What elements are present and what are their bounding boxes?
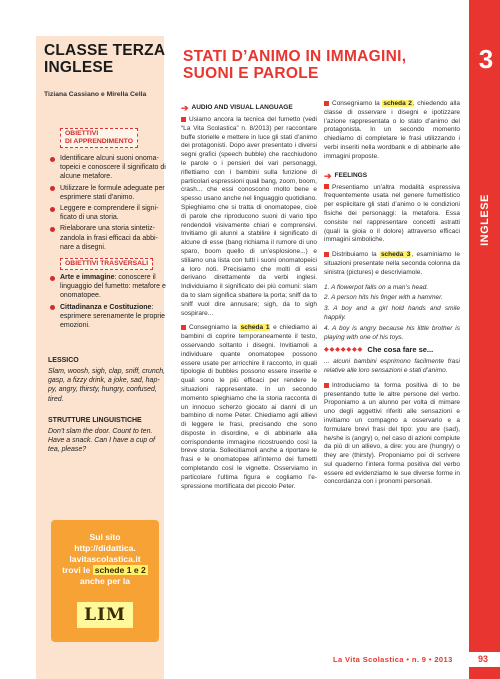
bullet-square-icon bbox=[324, 184, 329, 189]
list-item bbox=[50, 303, 168, 331]
list-item: Identificare alcuni suoni onomatopeici e conoscere il significato di alcune metafore. bbox=[50, 154, 168, 182]
paragraph-text: , chiedendo alla classe di osservare i disegni e ipotizzare l’azione rappresentata o lo stato d’animo del protagonista. In un secondo momento chiediamo di completare le frasi utilizzando i verbi inseriti nella wordbank e di abbinarle alle immagini proposte. bbox=[324, 100, 460, 160]
class-title-line: CLASSE TERZA bbox=[44, 42, 166, 59]
example-sentence: 2. A person hits his finger with a hammer. bbox=[324, 294, 443, 302]
text-column-1 bbox=[181, 104, 317, 497]
paragraph bbox=[324, 184, 460, 246]
list-item: Utilizzare le formule adeguate per esprimere stati d’animo. bbox=[50, 184, 168, 202]
worksheet-highlight: scheda 2 bbox=[383, 100, 412, 107]
list-item-text: : conoscere il linguaggio del fumetto: metafore e onomatopee. bbox=[60, 274, 166, 300]
paragraph bbox=[181, 116, 317, 318]
objectives-list bbox=[50, 154, 168, 254]
promo-line bbox=[57, 565, 153, 576]
list-item bbox=[50, 273, 168, 301]
paragraph-text: Distribuiamo la bbox=[332, 251, 380, 259]
list-item: Rielaborare una storia sintetizzandola in frasi efficaci da abbinare a disegni. bbox=[50, 224, 168, 252]
footer-magazine: La Vita Scolastica • n. 9 • 2013 bbox=[333, 655, 453, 664]
page-number: 93 bbox=[466, 652, 500, 667]
bullet-square-icon bbox=[181, 325, 186, 330]
side-subject-text: INGLESE bbox=[479, 194, 491, 246]
lexicon-heading: LESSICO bbox=[48, 357, 79, 364]
structures-heading: STRUTTURE LINGUISTICHE bbox=[48, 417, 142, 424]
paragraph bbox=[324, 382, 460, 488]
bullet-square-icon bbox=[324, 101, 329, 106]
promo-line-pre: trovi le bbox=[62, 565, 93, 575]
promo-highlight: schede 1 e 2 bbox=[94, 565, 146, 575]
promo-link-line[interactable]: http://didattica. bbox=[74, 543, 136, 553]
promo-link-line[interactable]: lavitascolastica.it bbox=[69, 554, 141, 564]
worksheet-highlight: scheda 3 bbox=[380, 251, 411, 259]
arrow-right-icon: ➔ bbox=[181, 103, 189, 113]
list-item-bold: Arte e immagine bbox=[60, 274, 115, 281]
issue-number: 3 bbox=[478, 44, 494, 74]
paragraph-text: Consegniamo la bbox=[332, 100, 383, 107]
transversal-list bbox=[50, 273, 168, 332]
objectives-label-line1: OBIETTIVI bbox=[65, 130, 99, 137]
worksheet-highlight: scheda 1 bbox=[240, 324, 270, 332]
arrow-right-icon: ➔ bbox=[324, 170, 332, 181]
bullet-square-icon bbox=[324, 252, 329, 257]
section-heading bbox=[324, 172, 460, 180]
class-title bbox=[44, 42, 174, 76]
right-color-strip bbox=[469, 0, 500, 679]
example-sentence: 3. A boy and a girl hold hands and smile happily. bbox=[324, 305, 460, 321]
paragraph-text: Usiamo ancora la tecnica del fumetto (vedi “La Vita Scolastica” n. 8/2013) per raccontare buffe storielle e mettere in luce gli stati d’animo dei protagonisti. Dopo aver presentato i diversi segni grafici (speech bubble) che racchiudono le parole o i pensieri dei vari personaggi, riflettiamo con i bambini sulla funzione di particolari espressioni quali bang, zoom, boom, crash... che essi conoscono molto bene e spesso usano anche nel linguaggio quotidiano. Spieghiamo che si tratta di onomatopee, cioè di parole che riproducono suoni di vario tipo rendendoli visivamente chiari e comprensivi. Invitiamo gli alunni a stabilire il significato di alcune di esse (bang richiama il rumore di uno sparo, boom quello di un’esplosione...) e stiliamo una lista con tutti i suoni onomatopeici a loro noti. Precisiamo che molti di essi derivano direttamente da verbi inglesi. Individuiamo il significato dei più comuni: slam da to slam significa sbattere la porta; sniff da to sniff vuol dire annusare; sigh, da to sigh sospirare... bbox=[181, 116, 317, 317]
dots-decoration-icon: ◆◆◆◆◆◆◆ bbox=[324, 347, 364, 354]
lim-badge: LIM bbox=[77, 602, 133, 628]
example-sentence: 4. A boy is angry because his little brother is playing with one of his toys. bbox=[324, 324, 460, 341]
promo-line: anche per la bbox=[79, 576, 131, 586]
objectives-label-line2: DI APPRENDIMENTO bbox=[65, 138, 133, 145]
paragraph bbox=[324, 251, 460, 277]
lexicon-text: Slam, woosh, sigh, clap, sniff, crunch, gasp, a fizzy drink, a joke, sad, happy, angry, thirsty, hungry, confused, tired. bbox=[48, 368, 166, 403]
example-sentence: 1. A flowerpot falls on a man’s head. bbox=[324, 283, 429, 291]
subject-title-line: INGLESE bbox=[44, 59, 114, 76]
list-item-text: : esprimere serenamente le proprie emozioni. bbox=[60, 303, 166, 330]
section-heading-text: FEELINGS bbox=[334, 171, 368, 179]
structures-text: Don’t slam the door. Count to ten. Have a snack. Can I have a cup of tea, please? bbox=[48, 428, 156, 454]
paragraph-text: Presentiamo un’altra modalità espressiva frequentemente usata nel genere fumettistico per esplicitare gli stati d’animo o le condizioni fisiche dei personaggi: la metafora. Essa consiste nel rappresentare concetti astratti (quali la gioia o il dolore) attraverso efficaci immagini simboliche. bbox=[324, 183, 460, 244]
section-heading bbox=[181, 104, 317, 112]
page-title: STATI D’ANIMO IN IMMAGINI, SUONI E PAROLE bbox=[183, 48, 407, 82]
bullet-square-icon bbox=[181, 117, 186, 122]
paragraph: ... alcuni bambini esprimono facilmente frasi relative alle loro sensazioni e stati d’animo. bbox=[324, 358, 460, 374]
transversal-label: OBIETTIVI TRASVERSALI bbox=[60, 258, 153, 270]
promo-line: Sul sito bbox=[89, 532, 121, 542]
text-column-2 bbox=[324, 100, 460, 493]
what-to-do-heading-text: Che cosa fare se... bbox=[367, 345, 434, 355]
paragraph-text: , esaminiamo le situazioni presentate nella seconda colonna da sinistra (pictures) e descriviamole. bbox=[324, 251, 460, 276]
side-subject-label bbox=[470, 185, 500, 255]
list-item-bold: Cittadinanza e Costituzione bbox=[60, 303, 152, 311]
objectives-label bbox=[60, 128, 138, 148]
bullet-square-icon bbox=[324, 383, 329, 388]
paragraph bbox=[181, 324, 317, 491]
section-heading-text: AUDIO AND VISUAL LANGUAGE bbox=[191, 104, 293, 111]
what-to-do-heading bbox=[324, 346, 460, 355]
authors: Tiziana Cassiano e Mirella Cella bbox=[44, 91, 147, 98]
promo-text bbox=[57, 532, 153, 587]
website-promo-box[interactable] bbox=[51, 520, 159, 642]
list-item: Leggere e comprendere il significato di una storia. bbox=[50, 204, 168, 222]
paragraph-text: Introduciamo la forma positiva di to be presentando tutte le altre persone del verbo. Proponiamo a un alunno per volta di mimare uno degli aggettivi riferiti alle sensazioni e invitiamo un compagno a osservarlo e a formulare brevi frasi del tipo: you are (sad), he/she is (angry) o, nel caso di azioni compiute da più di un allievo, a dire: you are (hungry) o they are (thirsty). Proponiamo poi di scrivere sul quaderno l’intera forma positiva del verbo essere ed evidenziamo le sue diverse forme in concordanza con i pronomi personali. bbox=[324, 381, 460, 486]
paragraph bbox=[324, 100, 460, 162]
paragraph-text: e chiediamo ai bambini di coprire temporaneamente il testo, osservando soltanto i disegni. Invitiamoli a individuare quante onomatopee possono essere usate per arricchire il racconto, in quali tipologie di bubbles possono essere inserite e quali sono le più efficaci per rendere le situazioni rappresentate. In un secondo momento spieghiamo che la storia racconta di un innocuo scherzo giocato ai danni di un bambino di nome Peter. Chiediamo agli allievi di leggere le frasi, precisando che sono disposte in disordine, e di abbinarle alla corrispondente immagine ricostruendo così la breve storia. Sollecitiamoli anche a riportare le frasi e le onomatopee all’interno dei fumetti completando così le vignette. Osserviamo in particolare l’ultima figura e cogliamo l’espressione mortificata del piccolo Peter. bbox=[181, 324, 317, 490]
paragraph-text: Consegniamo la bbox=[189, 324, 240, 332]
